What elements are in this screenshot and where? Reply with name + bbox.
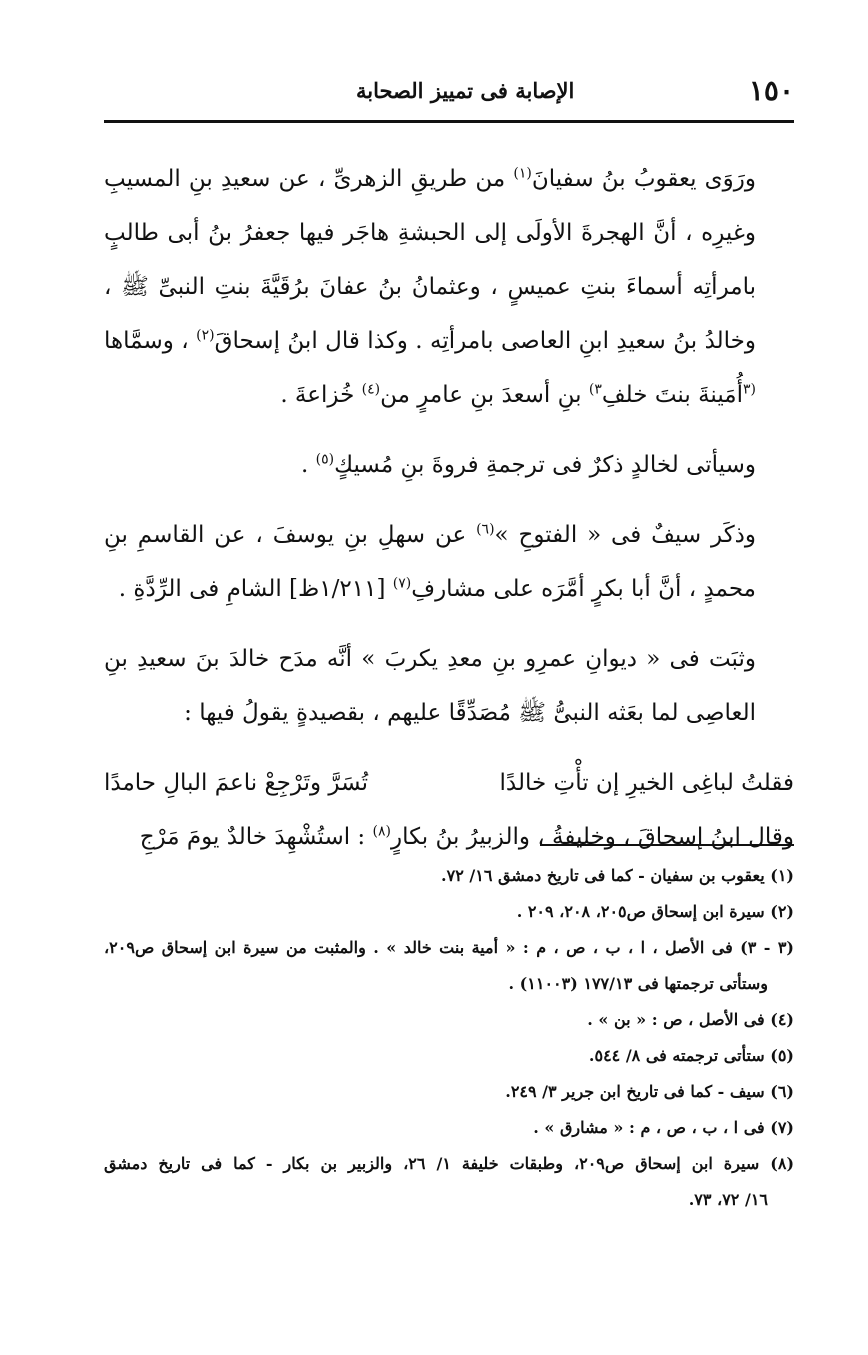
- paragraph: [104, 152, 794, 422]
- footnote-continuation: وستأتى ترجمتها فى ١٧٧/١٣ (١١٠٠٣) .: [508, 974, 768, 993]
- text-run: خُزاعةَ .: [280, 382, 362, 408]
- text-run: أسعدَ بنِ عامرٍ من: [380, 382, 551, 408]
- footnote-ref: (٨): [372, 823, 391, 840]
- footnote-continuation: ١٦/ ٧٢، ٧٣.: [688, 1190, 768, 1209]
- verse-hemistich: فقلتُ لباغِى الخيرِ إن تأْتِ خالدًا: [499, 770, 794, 796]
- verse-hemistich: تُسَرَّ وتَرْجِعْ ناعمَ البالِ حامدًا: [104, 770, 369, 796]
- text-run: ، وسمَّاها: [104, 328, 197, 354]
- text-run: ورَوَى يعقوبُ بنُ سفيانَ: [531, 166, 756, 192]
- text-run: ابنِ العاصى بامرأتِه . وكذا قال ابنُ إسحاقَ: [214, 328, 609, 354]
- footnote: (٢) سيرة ابن إسحاق ص٢٠٥، ٢٠٨، ٢٠٩ .: [516, 902, 794, 921]
- running-title: الإصابة فى تمييز الصحابة: [356, 77, 575, 103]
- page-header: [104, 70, 794, 110]
- header-rule: [104, 120, 794, 123]
- text-run: وغيرِه ، أنَّ الهجرةَ الأولَى إلى الحبشةِ هاجَر فيها جعفرُ بنُ أبى طالبٍ بامرأتِه: [104, 220, 756, 300]
- footnote: (٣ - ٣) فى الأصل ، ا ، ب ، ص ، م : « أمية بنت خالد » . والمثبت من سيرة ابن إسحاق ص٢٠٩،: [104, 938, 794, 957]
- text-run: أسماءَ بنتِ عميسٍ ، وعثمانُ بنُ عفانَ برُقَيَّةَ بنتِ النبىِّ ﷺ ، وخالدُ بنُ سعيدِ: [104, 274, 757, 354]
- footnote: (٥) ستأتى ترجمته فى ٨/ ٥٤٤.: [588, 1046, 794, 1065]
- text-run: العاصِى لما بعَثه النبىُّ ﷺ مُصَدِّقًا عليهم ، بقصيدةٍ يقولُ فيها :: [184, 700, 756, 726]
- footnote-ref: (٣: [743, 381, 756, 398]
- main-text: [104, 152, 794, 864]
- verse-line: [104, 756, 794, 810]
- footnote: (٦) سيف - كما فى تاريخ ابن جرير ٣/ ٢٤٩.: [505, 1082, 794, 1101]
- text-run: أُمَينةَ بنتَ خلفِ: [601, 382, 743, 408]
- text-run: عن سهلِ بنِ يوسفَ ، عن القاسمِ بنِ: [104, 522, 477, 548]
- page-number: ١٥٠: [748, 73, 794, 107]
- text-run: وقال ابنُ إسحاقَ ، وخليفةُ ، والزبيرُ بنُ بكارٍ: [390, 824, 794, 850]
- footnote: (٧) فى ا ، ب ، ص ، م : « مشارق » .: [533, 1118, 794, 1137]
- text-run: بنِ: [557, 382, 589, 408]
- footnote-ref: ٣): [588, 381, 602, 398]
- footnote-ref: (٢): [196, 327, 215, 344]
- footnote-ref: (٧): [392, 575, 412, 592]
- footnote-ref: (٦): [476, 521, 495, 538]
- footnote: (٨) سيرة ابن إسحاق ص٢٠٩، وطبقات خليفة ١/ ٢٦، والزبير بن بكار - كما فى تاريخ دمشق: [104, 1154, 795, 1173]
- text-run: وثبَت فى « ديوانِ عمرِو بنِ معدِ يكربَ » أنَّه مدَح خالدَ بنَ سعيدِ بنِ: [104, 646, 756, 672]
- paragraph: [104, 632, 794, 740]
- footnote-separator: [540, 844, 794, 846]
- paragraph: [104, 438, 794, 492]
- text-run: : استُشْهِدَ خالدٌ يومَ مَرْجِ: [139, 824, 373, 850]
- text-run: .: [300, 452, 316, 478]
- text-run: محمدٍ ، أنَّ أبا بكرٍ أمَّرَه على مشارفِ: [411, 576, 756, 602]
- footnote-ref: (٤): [361, 381, 381, 398]
- footnote-ref: (١): [513, 165, 532, 182]
- text-run: من طريقِ الزهرىِّ ، عن سعيدِ بنِ المسيبِ: [104, 166, 514, 192]
- footnote: (٤) فى الأصل ، ص : « بن » .: [587, 1010, 794, 1029]
- text-run: وسيأتى لخالدٍ ذكرٌ فى ترجمةِ فروةَ بنِ مُسيكٍ: [334, 452, 756, 478]
- paragraph: [104, 810, 794, 864]
- footnote-ref: (٥): [315, 451, 335, 468]
- text-run: وذكَر سيفٌ فى « الفتوحِ »: [494, 522, 757, 548]
- paragraph: [104, 508, 794, 616]
- footnotes: [104, 858, 794, 1218]
- text-run: [١/٢١١ظ] الشامِ فى الرِّدَّةِ .: [118, 576, 393, 602]
- footnote: (١) يعقوب بن سفيان - كما فى تاريخ دمشق ١٦/ ٧٢.: [441, 866, 794, 885]
